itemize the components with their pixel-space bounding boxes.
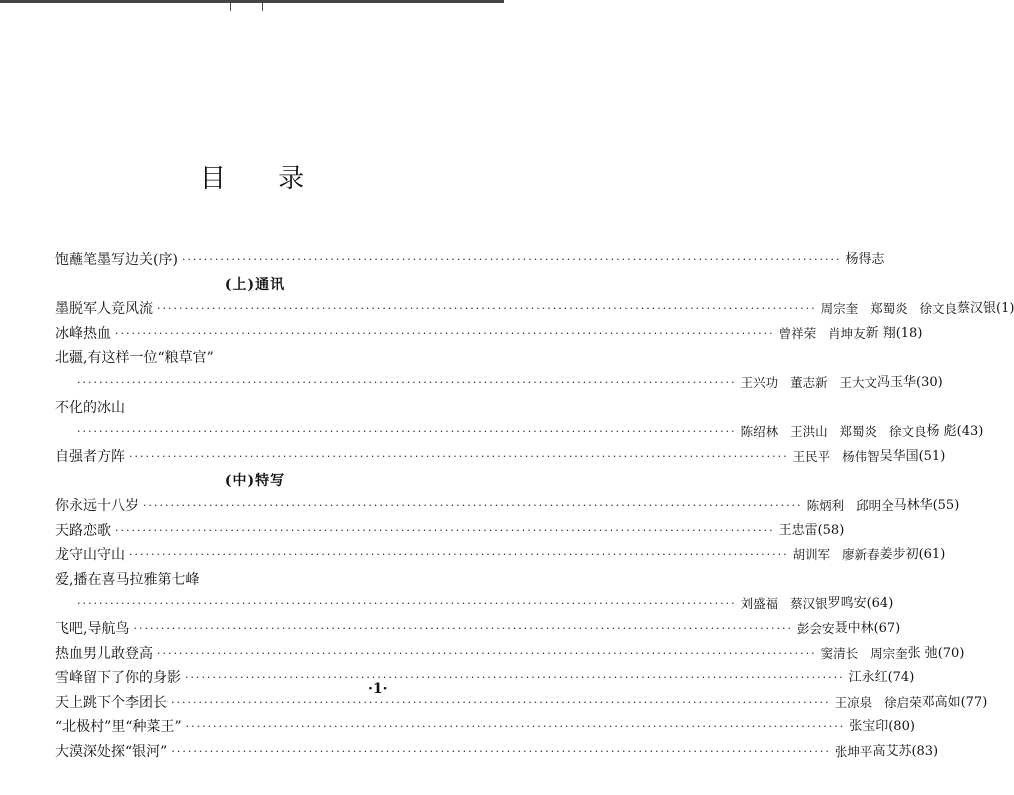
toc-entry bbox=[55, 494, 960, 519]
toc-entry-authors: 胡训军 廖新春 bbox=[792, 547, 880, 563]
dot-leader: ························································································································ bbox=[181, 253, 842, 266]
dot-leader: ························································································································ bbox=[77, 597, 737, 611]
toc-entry bbox=[55, 346, 455, 371]
toc-entry-title: “北极村”里“种菜王” bbox=[55, 719, 182, 736]
toc-entry-title: 你永远十八岁 bbox=[55, 497, 139, 514]
toc-entry-title: 雪峰留下了你的身影 bbox=[55, 670, 181, 687]
table-of-contents bbox=[55, 248, 1014, 764]
toc-entry-page: 蔡汉银(1) bbox=[957, 301, 1014, 317]
dot-leader: ························································································································ bbox=[157, 646, 817, 660]
toc-entry bbox=[55, 691, 988, 716]
toc-entry-title: 热血男儿敢登高 bbox=[55, 645, 153, 662]
toc-entry bbox=[55, 519, 845, 544]
toc-entry-authors: 王凉泉 徐启荣 bbox=[834, 694, 922, 710]
toc-entry bbox=[55, 666, 915, 691]
toc-entry-page: 马林华(55) bbox=[893, 497, 960, 513]
top-border-tick bbox=[230, 3, 231, 11]
toc-entry-page: 王忠雷(58) bbox=[778, 522, 845, 538]
toc-section-heading: (中)特写 bbox=[224, 473, 286, 490]
toc-entry-title: 天上跳下个李团长 bbox=[55, 694, 167, 711]
toc-entry-page: 杨得志 bbox=[845, 252, 885, 267]
toc-entry-title: 不化的冰山 bbox=[55, 399, 125, 416]
dot-leader: ························································································································ bbox=[185, 720, 846, 734]
dot-leader: ························································································································ bbox=[185, 671, 845, 685]
toc-entry-page: 江永红(74) bbox=[848, 670, 915, 686]
toc-section-heading: (上)通讯 bbox=[224, 276, 286, 293]
top-border-tick bbox=[262, 3, 263, 11]
toc-entry-authors: 曾祥荣 肖坤友 bbox=[778, 325, 866, 341]
toc-entry-authors: 陈炳利 邱明全 bbox=[806, 497, 894, 513]
toc-entry-title: 飞吧,导航鸟 bbox=[55, 620, 130, 637]
toc-entry bbox=[55, 248, 885, 273]
toc-entry-title: 北疆,有这样一位“粮草官” bbox=[55, 350, 214, 367]
toc-entry-authors: 王兴功 董志新 王大文 bbox=[740, 374, 878, 390]
toc-entry bbox=[55, 371, 943, 396]
dot-leader: ························································································································ bbox=[129, 548, 789, 562]
dot-leader: ························································································································ bbox=[77, 425, 737, 439]
dot-leader: ························································································································ bbox=[171, 695, 831, 709]
toc-entry-page: 杨 彪(43) bbox=[926, 424, 984, 440]
toc-entry bbox=[55, 617, 901, 642]
toc-entry bbox=[55, 715, 915, 740]
toc-entry bbox=[55, 297, 1014, 322]
page-title: 目 录 bbox=[199, 164, 327, 194]
toc-entry-title: 天路恋歌 bbox=[55, 522, 111, 539]
dot-leader: ························································································································ bbox=[115, 523, 775, 537]
toc-entry bbox=[55, 642, 965, 667]
toc-entry-page: 罗鸣安(64) bbox=[827, 596, 894, 612]
toc-entry-page: 高艾苏(83) bbox=[872, 743, 939, 759]
toc-entry-title: 大漠深处探“银河” bbox=[55, 743, 168, 760]
toc-entry-authors: 张坤平 bbox=[834, 743, 873, 759]
page-number: ·1· bbox=[368, 681, 388, 697]
toc-entry bbox=[55, 740, 939, 765]
dot-leader: ························································································································ bbox=[171, 744, 831, 758]
toc-entry-page: 新 翔(18) bbox=[865, 325, 923, 341]
toc-entry-authors: 王民平 杨伟智 bbox=[792, 448, 880, 464]
toc-entry bbox=[55, 592, 894, 617]
dot-leader: ························································································································ bbox=[129, 449, 789, 463]
dot-leader: ························································································································ bbox=[133, 621, 794, 635]
toc-entry-page: 吴华国(51) bbox=[879, 448, 946, 464]
dot-leader: ························································································································ bbox=[115, 326, 775, 340]
toc-entry-page: 聂中林(67) bbox=[834, 620, 901, 636]
toc-entry-title: 墨脱军人竞风流 bbox=[55, 301, 153, 318]
toc-entry-page: 张 弛(70) bbox=[907, 645, 965, 661]
toc-entry-title: 龙守山守山 bbox=[55, 547, 125, 564]
toc-entry-title: 爱,播在喜马拉雅第七峰 bbox=[55, 571, 200, 588]
dot-leader: ························································································································ bbox=[143, 498, 803, 512]
toc-entry bbox=[55, 568, 455, 593]
dot-leader: ························································································································ bbox=[77, 375, 737, 389]
toc-entry-page: 张宝印(80) bbox=[849, 719, 915, 735]
toc-entry-page: 冯玉华(30) bbox=[877, 374, 943, 390]
toc-entry-authors: 窦清长 周宗奎 bbox=[820, 645, 908, 661]
toc-entry bbox=[55, 445, 946, 470]
toc-entry-authors: 刘盛福 蔡汉银 bbox=[740, 596, 828, 612]
toc-entry-page: 邓高如(77) bbox=[921, 694, 988, 710]
toc-entry-title: 冰峰热血 bbox=[55, 325, 111, 342]
toc-entry bbox=[55, 420, 984, 445]
toc-entry bbox=[55, 396, 455, 421]
toc-entry-title: 饱蘸笔墨写边关(序) bbox=[55, 252, 178, 268]
toc-entry-authors: 彭会安 bbox=[797, 620, 835, 636]
toc-entry-title: 自强者方阵 bbox=[55, 448, 125, 465]
toc-entry bbox=[55, 322, 923, 347]
dot-leader: ························································································································ bbox=[157, 302, 817, 316]
toc-entry-page: 姜步初(61) bbox=[879, 547, 946, 563]
toc-entry-authors: 陈绍林 王洪山 郑蜀炎 徐文良 bbox=[740, 424, 927, 440]
toc-entry bbox=[55, 543, 946, 568]
top-border-line bbox=[0, 0, 504, 3]
toc-entry-authors: 周宗奎 郑蜀炎 徐文良 bbox=[820, 301, 958, 317]
